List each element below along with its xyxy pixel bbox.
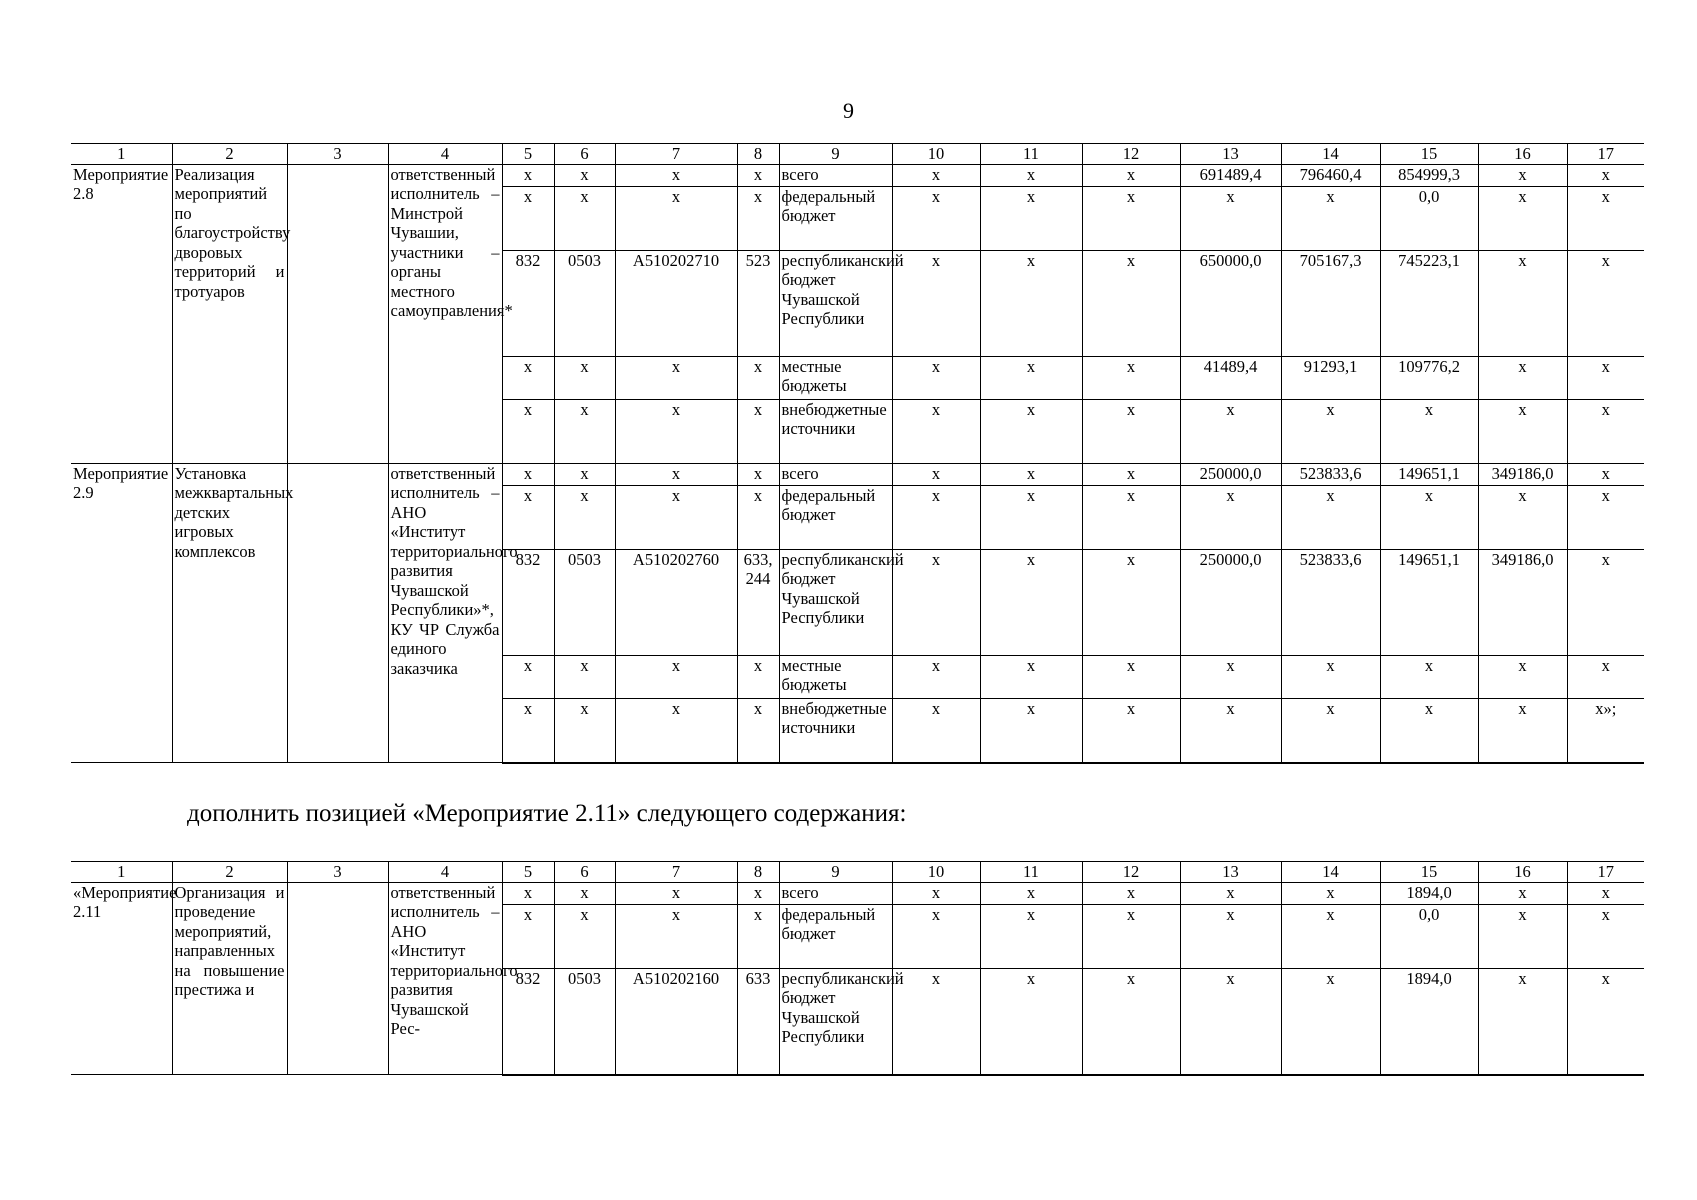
- cell-c12: х: [1082, 357, 1180, 400]
- cell-c13: х: [1180, 699, 1281, 763]
- cell-c11: х: [980, 550, 1082, 656]
- cell-c8: 523: [737, 251, 779, 357]
- cell-c15: 854999,3: [1380, 165, 1478, 187]
- cell-c15: 745223,1: [1380, 251, 1478, 357]
- cell-c10: х: [892, 486, 980, 550]
- cell-c17: х: [1567, 883, 1644, 905]
- cell-c17: х: [1567, 969, 1644, 1075]
- cell-c6: х: [554, 905, 615, 969]
- funding-source: местные бюджеты: [779, 357, 892, 400]
- cell-c7: х: [615, 400, 737, 464]
- activity-title: Установка межквартальных детских игровых комплексов: [172, 464, 287, 763]
- cell-c15: 0,0: [1380, 905, 1478, 969]
- cell-c15: х: [1380, 486, 1478, 550]
- empty-cell: [287, 165, 388, 464]
- cell-c6: х: [554, 486, 615, 550]
- column-header: 7: [615, 862, 737, 883]
- column-header: 15: [1380, 144, 1478, 165]
- column-header: 4: [388, 862, 502, 883]
- cell-c5: 832: [502, 251, 554, 357]
- cell-c7: х: [615, 883, 737, 905]
- cell-c14: х: [1281, 656, 1380, 699]
- cell-c10: х: [892, 165, 980, 187]
- cell-c8: х: [737, 357, 779, 400]
- cell-c8: х: [737, 165, 779, 187]
- cell-c5: х: [502, 357, 554, 400]
- cell-c12: х: [1082, 699, 1180, 763]
- cell-c11: х: [980, 656, 1082, 699]
- funding-source: внебюджетные источники: [779, 699, 892, 763]
- column-header: 5: [502, 862, 554, 883]
- cell-c7: х: [615, 656, 737, 699]
- cell-c15: х: [1380, 699, 1478, 763]
- cell-c6: х: [554, 883, 615, 905]
- cell-c12: х: [1082, 969, 1180, 1075]
- cell-c10: х: [892, 251, 980, 357]
- cell-c17: х: [1567, 905, 1644, 969]
- cell-c10: х: [892, 187, 980, 251]
- column-number-row: [71, 144, 1644, 165]
- column-header: 10: [892, 862, 980, 883]
- cell-c16: х: [1478, 699, 1567, 763]
- cell-c5: х: [502, 165, 554, 187]
- cell-c10: х: [892, 905, 980, 969]
- funding-source: внебюджетные источники: [779, 400, 892, 464]
- cell-c8: х: [737, 187, 779, 251]
- column-header: 1: [71, 144, 172, 165]
- column-header: 6: [554, 862, 615, 883]
- cell-c15: 1894,0: [1380, 969, 1478, 1075]
- column-header: 8: [737, 144, 779, 165]
- cell-c8: х: [737, 699, 779, 763]
- cell-c5: х: [502, 699, 554, 763]
- cell-c16: х: [1478, 187, 1567, 251]
- cell-c14: х: [1281, 883, 1380, 905]
- column-header: 8: [737, 862, 779, 883]
- column-header: 16: [1478, 862, 1567, 883]
- cell-c5: х: [502, 883, 554, 905]
- funding-source: республиканский бюджет Чувашской Республики: [779, 969, 892, 1075]
- cell-c10: х: [892, 969, 980, 1075]
- table-row: [71, 883, 1644, 905]
- column-header: 14: [1281, 144, 1380, 165]
- cell-c12: х: [1082, 486, 1180, 550]
- cell-c12: х: [1082, 165, 1180, 187]
- activity-title: Организация и проведение мероприятий, направленных на повышение престижа и: [172, 883, 287, 1075]
- cell-c17: х: [1567, 464, 1644, 486]
- cell-c16: х: [1478, 251, 1567, 357]
- cell-c16: х: [1478, 969, 1567, 1075]
- funding-source: местные бюджеты: [779, 656, 892, 699]
- cell-c16: х: [1478, 357, 1567, 400]
- cell-c15: х: [1380, 656, 1478, 699]
- cell-c12: х: [1082, 905, 1180, 969]
- cell-c13: х: [1180, 883, 1281, 905]
- cell-c12: х: [1082, 550, 1180, 656]
- cell-c6: х: [554, 400, 615, 464]
- cell-c14: 796460,4: [1281, 165, 1380, 187]
- amendment-paragraph: дополнить позицией «Мероприятие 2.11» следующего содержания:: [187, 800, 907, 827]
- cell-c15: 0,0: [1380, 187, 1478, 251]
- column-header: 13: [1180, 144, 1281, 165]
- activity-title: Реализация мероприятий по благоустройству дворовых территорий и тротуаров: [172, 165, 287, 464]
- cell-c6: 0503: [554, 969, 615, 1075]
- cell-c7: х: [615, 699, 737, 763]
- column-header: 2: [172, 144, 287, 165]
- column-header: 16: [1478, 144, 1567, 165]
- cell-c5: х: [502, 400, 554, 464]
- cell-c14: х: [1281, 400, 1380, 464]
- column-header: 12: [1082, 144, 1180, 165]
- cell-c8: х: [737, 656, 779, 699]
- cell-c16: х: [1478, 400, 1567, 464]
- column-header: 3: [287, 862, 388, 883]
- funding-source: федеральный бюджет: [779, 486, 892, 550]
- cell-c6: х: [554, 464, 615, 486]
- cell-c7: х: [615, 165, 737, 187]
- empty-cell: [287, 464, 388, 763]
- cell-c5: 832: [502, 550, 554, 656]
- cell-c15: 149651,1: [1380, 550, 1478, 656]
- activity-name: Мероприятие 2.9: [71, 464, 172, 763]
- cell-c16: х: [1478, 905, 1567, 969]
- cell-c16: х: [1478, 656, 1567, 699]
- cell-c12: х: [1082, 656, 1180, 699]
- column-header: 1: [71, 862, 172, 883]
- cell-c12: х: [1082, 251, 1180, 357]
- cell-c16: х: [1478, 165, 1567, 187]
- cell-c12: х: [1082, 400, 1180, 464]
- cell-c13: х: [1180, 656, 1281, 699]
- cell-c11: х: [980, 400, 1082, 464]
- cell-c10: х: [892, 357, 980, 400]
- cell-c10: х: [892, 400, 980, 464]
- cell-c17: х: [1567, 165, 1644, 187]
- cell-c10: х: [892, 699, 980, 763]
- activity-name: Мероприятие 2.8: [71, 165, 172, 464]
- cell-c17: х: [1567, 486, 1644, 550]
- cell-c13: х: [1180, 905, 1281, 969]
- column-header: 4: [388, 144, 502, 165]
- column-header: 17: [1567, 144, 1644, 165]
- empty-cell: [287, 883, 388, 1075]
- cell-c7: х: [615, 486, 737, 550]
- cell-c17: х: [1567, 187, 1644, 251]
- cell-c13: 650000,0: [1180, 251, 1281, 357]
- column-header: 11: [980, 862, 1082, 883]
- cell-c6: х: [554, 699, 615, 763]
- column-header: 3: [287, 144, 388, 165]
- cell-c16: 349186,0: [1478, 550, 1567, 656]
- column-header: 5: [502, 144, 554, 165]
- column-number-row: [71, 862, 1644, 883]
- cell-c8: х: [737, 400, 779, 464]
- cell-c10: х: [892, 656, 980, 699]
- cell-c14: 523833,6: [1281, 550, 1380, 656]
- funding-source: республиканский бюджет Чувашской Республики: [779, 550, 892, 656]
- cell-c11: х: [980, 699, 1082, 763]
- cell-c5: х: [502, 187, 554, 251]
- cell-c10: х: [892, 464, 980, 486]
- cell-c5: х: [502, 656, 554, 699]
- cell-c11: х: [980, 165, 1082, 187]
- cell-c13: х: [1180, 187, 1281, 251]
- funding-source: всего: [779, 883, 892, 905]
- cell-c12: х: [1082, 464, 1180, 486]
- cell-c15: 109776,2: [1380, 357, 1478, 400]
- cell-c5: х: [502, 905, 554, 969]
- cell-c7: х: [615, 187, 737, 251]
- cell-c15: 149651,1: [1380, 464, 1478, 486]
- cell-c16: х: [1478, 486, 1567, 550]
- cell-c13: х: [1180, 969, 1281, 1075]
- cell-c7: А510202160: [615, 969, 737, 1075]
- cell-c17: х: [1567, 357, 1644, 400]
- activity-name: «Мероприятие 2.11: [71, 883, 172, 1075]
- cell-c7: х: [615, 357, 737, 400]
- column-header: 9: [779, 862, 892, 883]
- cell-c6: х: [554, 165, 615, 187]
- funding-source: республиканский бюджет Чувашской Республики: [779, 251, 892, 357]
- cell-c5: 832: [502, 969, 554, 1075]
- cell-c13: х: [1180, 486, 1281, 550]
- table-row: [71, 165, 1644, 187]
- column-header: 2: [172, 862, 287, 883]
- funding-source: всего: [779, 464, 892, 486]
- cell-c17: х»;: [1567, 699, 1644, 763]
- column-header: 15: [1380, 862, 1478, 883]
- column-header: 10: [892, 144, 980, 165]
- cell-c14: 91293,1: [1281, 357, 1380, 400]
- cell-c14: 705167,3: [1281, 251, 1380, 357]
- funding-source: всего: [779, 165, 892, 187]
- cell-c8: х: [737, 486, 779, 550]
- cell-c14: х: [1281, 187, 1380, 251]
- cell-c7: А510202760: [615, 550, 737, 656]
- cell-c6: 0503: [554, 251, 615, 357]
- cell-c8: х: [737, 905, 779, 969]
- cell-c16: 349186,0: [1478, 464, 1567, 486]
- budget-table-continuation: [71, 143, 1644, 764]
- cell-c7: А510202710: [615, 251, 737, 357]
- column-header: 14: [1281, 862, 1380, 883]
- funding-source: федеральный бюджет: [779, 905, 892, 969]
- cell-c10: х: [892, 883, 980, 905]
- cell-c11: х: [980, 187, 1082, 251]
- cell-c8: х: [737, 464, 779, 486]
- cell-c14: 523833,6: [1281, 464, 1380, 486]
- cell-c11: х: [980, 883, 1082, 905]
- cell-c12: х: [1082, 883, 1180, 905]
- cell-c11: х: [980, 969, 1082, 1075]
- cell-c16: х: [1478, 883, 1567, 905]
- page-number: 9: [843, 98, 854, 123]
- cell-c15: х: [1380, 400, 1478, 464]
- cell-c13: х: [1180, 400, 1281, 464]
- cell-c7: х: [615, 905, 737, 969]
- cell-c13: 691489,4: [1180, 165, 1281, 187]
- cell-c8: 633: [737, 969, 779, 1075]
- column-header: 12: [1082, 862, 1180, 883]
- cell-c15: 1894,0: [1380, 883, 1478, 905]
- cell-c14: х: [1281, 486, 1380, 550]
- column-header: 11: [980, 144, 1082, 165]
- cell-c6: 0503: [554, 550, 615, 656]
- cell-c8: х: [737, 883, 779, 905]
- cell-c17: х: [1567, 251, 1644, 357]
- activity-executors: ответственный исполнитель – АНО «Институт территориального развития Чувашской Рес-: [388, 883, 502, 1075]
- activity-executors: ответственный исполнитель – Минстрой Чувашии, участники – органы местного самоуправления*: [388, 165, 502, 464]
- cell-c17: х: [1567, 656, 1644, 699]
- cell-c13: 250000,0: [1180, 550, 1281, 656]
- column-header: 17: [1567, 862, 1644, 883]
- activity-executors: ответственный исполнитель – АНО «Институт территориального развития Чувашской Республики»*, КУ ЧР Служба единого заказчика: [388, 464, 502, 763]
- cell-c5: х: [502, 486, 554, 550]
- cell-c17: х: [1567, 550, 1644, 656]
- column-header: 9: [779, 144, 892, 165]
- table-row: [71, 464, 1644, 486]
- cell-c11: х: [980, 251, 1082, 357]
- cell-c8: 633, 244: [737, 550, 779, 656]
- cell-c17: х: [1567, 400, 1644, 464]
- cell-c10: х: [892, 550, 980, 656]
- budget-table-addition: [71, 861, 1644, 1076]
- cell-c6: х: [554, 357, 615, 400]
- cell-c13: 250000,0: [1180, 464, 1281, 486]
- column-header: 13: [1180, 862, 1281, 883]
- cell-c14: х: [1281, 699, 1380, 763]
- funding-source: федеральный бюджет: [779, 187, 892, 251]
- cell-c5: х: [502, 464, 554, 486]
- cell-c11: х: [980, 357, 1082, 400]
- cell-c14: х: [1281, 905, 1380, 969]
- cell-c13: 41489,4: [1180, 357, 1281, 400]
- cell-c6: х: [554, 187, 615, 251]
- column-header: 6: [554, 144, 615, 165]
- cell-c14: х: [1281, 969, 1380, 1075]
- cell-c12: х: [1082, 187, 1180, 251]
- cell-c7: х: [615, 464, 737, 486]
- cell-c11: х: [980, 464, 1082, 486]
- column-header: 7: [615, 144, 737, 165]
- cell-c6: х: [554, 656, 615, 699]
- cell-c11: х: [980, 486, 1082, 550]
- cell-c11: х: [980, 905, 1082, 969]
